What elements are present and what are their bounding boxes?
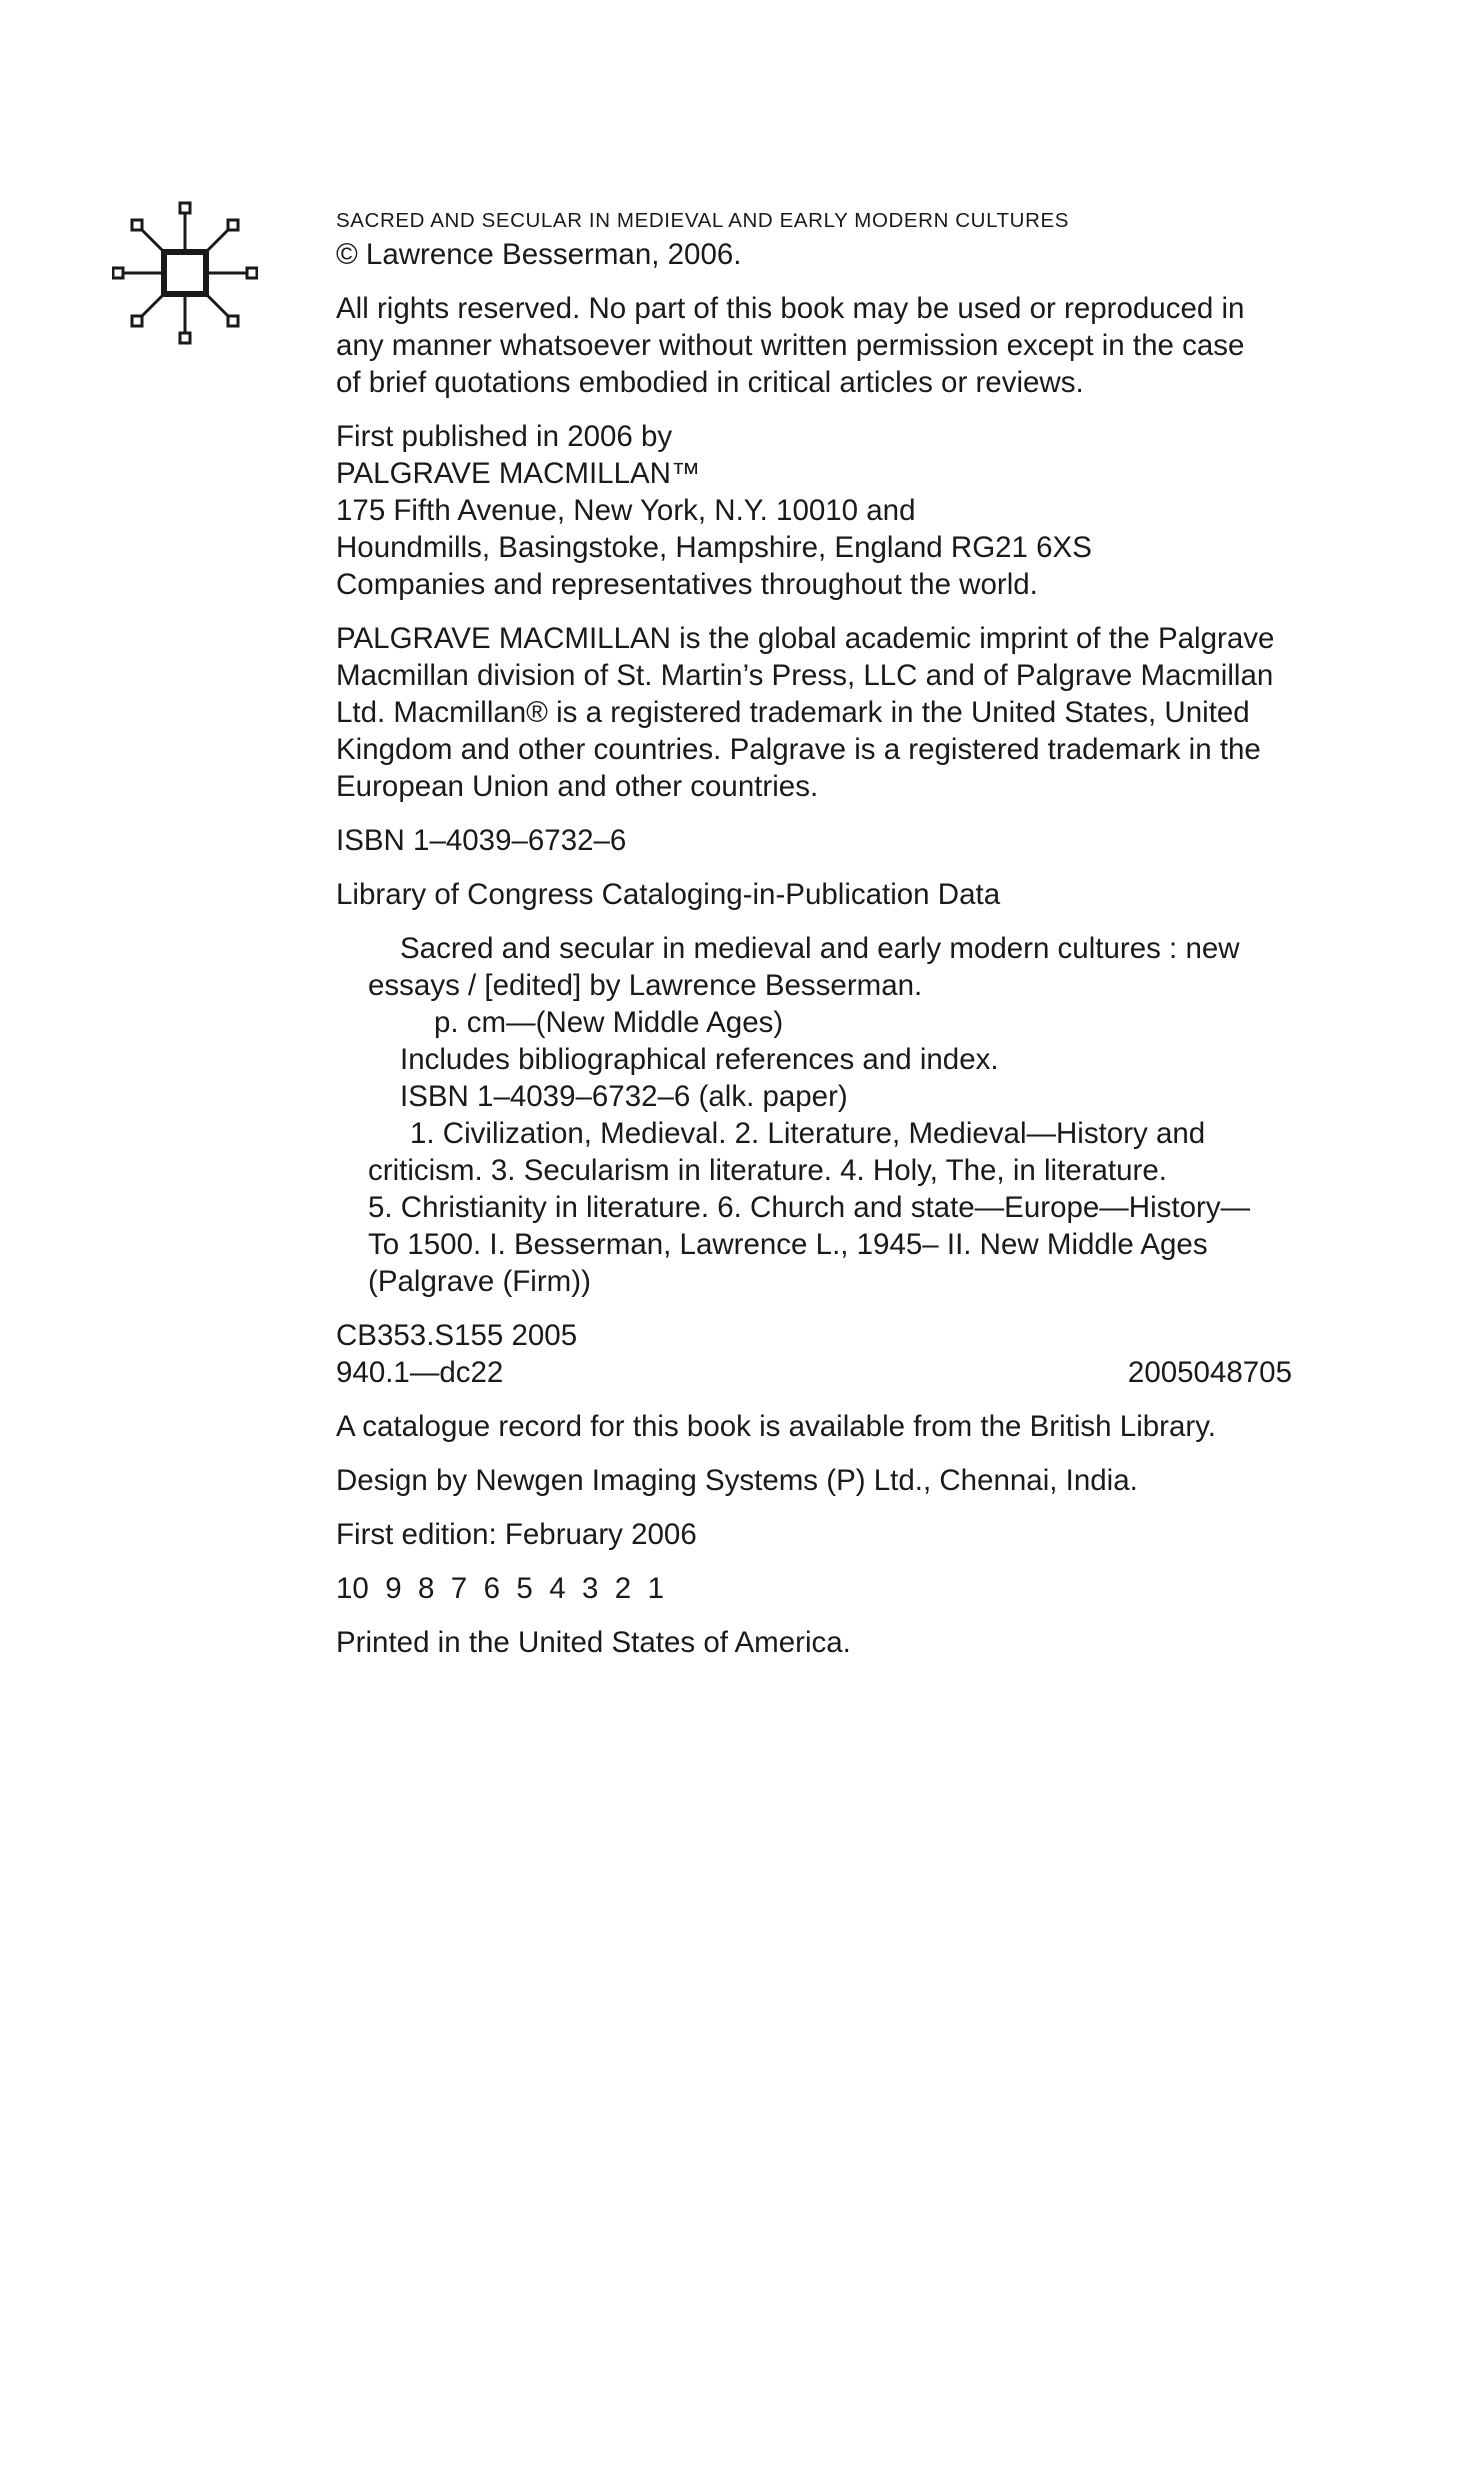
publisher-line: First published in 2006 by [336, 420, 673, 453]
cip-title-line: essays / [edited] by Lawrence Besserman. [368, 969, 923, 1002]
publisher-line: Houndmills, Basingstoke, Hampshire, England RG21 6XS [336, 531, 1092, 564]
rights-line: of brief quotations embodied in critical articles or reviews. [336, 366, 1084, 399]
imprint-paragraph [336, 620, 1292, 805]
cip-pages: p. cm—(New Middle Ages) [434, 1006, 784, 1039]
lccn: 2005048705 [1127, 1356, 1292, 1389]
rights-line: All rights reserved. No part of this book may be used or reproduced in [336, 292, 1245, 325]
publisher-block [336, 418, 1292, 603]
publisher-line: 175 Fifth Avenue, New York, N.Y. 10010 and [336, 494, 916, 527]
publisher-line: Companies and representatives throughout the world. [336, 568, 1038, 601]
rights-line: any manner whatsoever without written permission except in the case [336, 329, 1245, 362]
publisher-line: PALGRAVE MACMILLAN™ [336, 457, 701, 490]
edition-line: First edition: February 2006 [336, 1518, 697, 1551]
printing-line: 10 9 8 7 6 5 4 3 2 1 [336, 1572, 665, 1605]
classification-block [336, 1317, 1292, 1391]
imprint-line: European Union and other countries. [336, 770, 819, 803]
cip-subjects-line: 5. Christianity in literature. 6. Church and state—Europe—History— [368, 1191, 1251, 1224]
publisher-logo-icon [112, 200, 258, 346]
imprint-line: Ltd. Macmillan® is a registered trademark in the United States, United [336, 696, 1250, 729]
cip-subjects-line: To 1500. I. Besserman, Lawrence L., 1945– II. New Middle Ages [368, 1228, 1208, 1261]
cip-record [336, 930, 1292, 1300]
imprint-line: PALGRAVE MACMILLAN is the global academic imprint of the Palgrave [336, 622, 1275, 655]
cip-subjects-line: 1. Civilization, Medieval. 2. Literature, Medieval—History and [410, 1117, 1206, 1150]
cip-isbn: ISBN 1–4039–6732–6 (alk. paper) [400, 1080, 848, 1113]
imprint-line: Kingdom and other countries. Palgrave is a registered trademark in the [336, 733, 1261, 766]
cip-subjects-line: (Palgrave (Firm)) [368, 1265, 591, 1298]
copyright-page [336, 206, 1292, 1661]
lc-classification: CB353.S155 2005 [336, 1319, 578, 1352]
design-credit: Design by Newgen Imaging Systems (P) Ltd., Chennai, India. [336, 1464, 1138, 1497]
british-library-note: A catalogue record for this book is available from the British Library. [336, 1410, 1216, 1443]
cip-subjects-line: criticism. 3. Secularism in literature. 4. Holy, The, in literature. [368, 1154, 1167, 1187]
rights-paragraph [336, 290, 1292, 401]
isbn: ISBN 1–4039–6732–6 [336, 824, 627, 857]
loc-heading: Library of Congress Cataloging-in-Publication Data [336, 878, 1001, 911]
cip-includes: Includes bibliographical references and index. [400, 1043, 999, 1076]
dewey-classification: 940.1—dc22 [336, 1356, 504, 1389]
cip-title-line: Sacred and secular in medieval and early modern cultures : new [400, 932, 1240, 965]
copyright-line: © Lawrence Besserman, 2006. [336, 238, 742, 271]
printed-in-line: Printed in the United States of America. [336, 1626, 851, 1659]
imprint-line: Macmillan division of St. Martin’s Press, LLC and of Palgrave Macmillan [336, 659, 1274, 692]
series-title: SACRED AND SECULAR IN MEDIEVAL AND EARLY MODERN CULTURES [336, 209, 1070, 232]
